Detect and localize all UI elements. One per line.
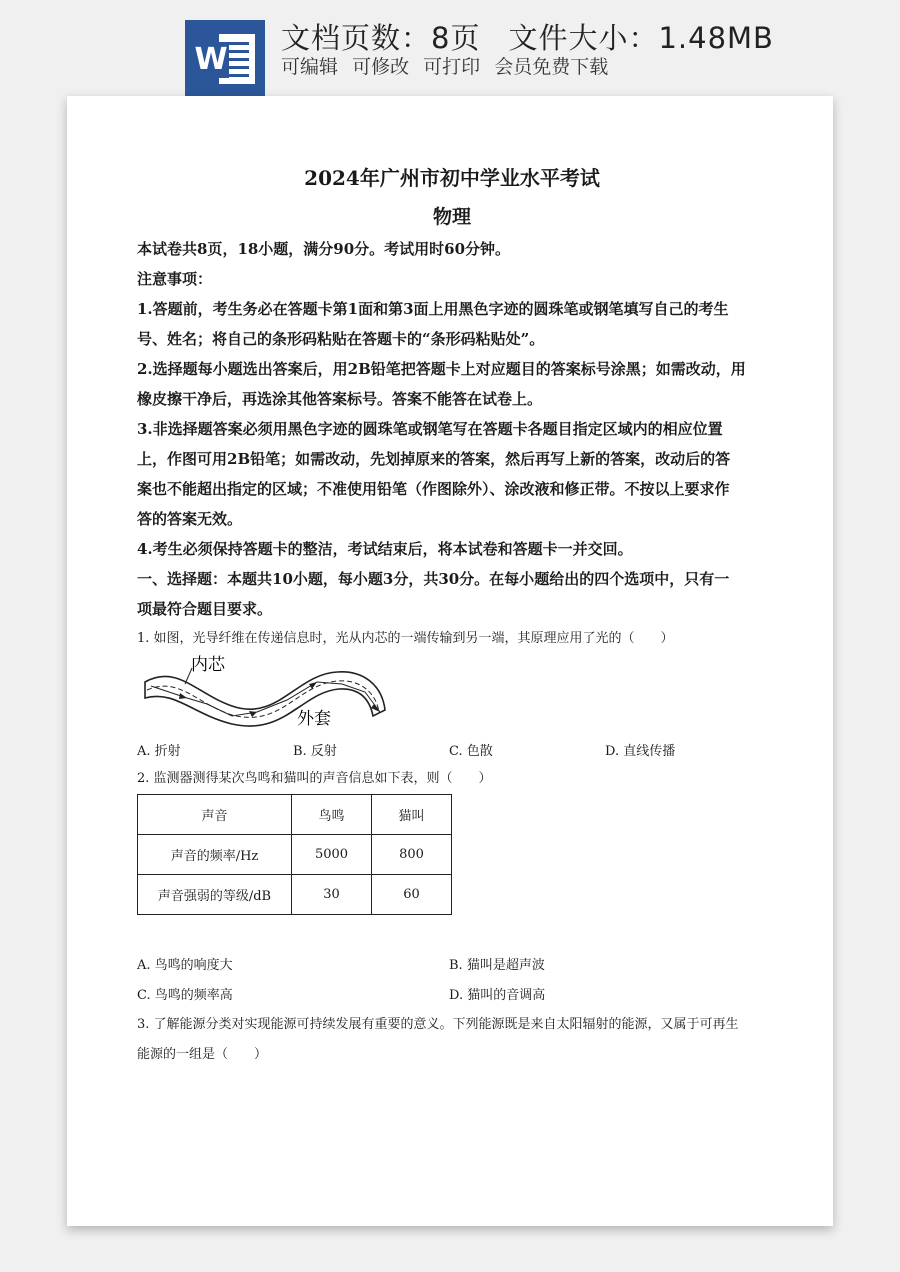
notice-1: 1.答题前，考生务必在答题卡第1面和第3面上用黑色字迹的圆珠笔或钢笔填写自己的考生 号、姓名；将自己的条形码粘贴在答题卡的“条形码粘贴处”。 [137,300,729,348]
notice-2: 2.选择题每小题选出答案后，用2B铅笔把答题卡上对应题目的答案标号涂黑；如需改动，用 橡皮擦干净后，再选涂其他答案标号。答案不能答在试卷上。 [137,360,746,408]
ray-arrow-1 [179,693,187,699]
notice-3: 3.非选择题答案必须用黑色字迹的圆珠笔或钢笔写在答题卡各题目指定区域内的相应位置 上，作图可用2B铅笔；如需改动，先划掉原来的答案，然后再写上新的答案，改动后的答 案也不能超出指定的区域；不准使用铅笔（作图除外）、涂改液和修正带。不按以上要求作 答的答案无效。 [137,420,731,528]
fiber-core-line [147,681,379,718]
table-header-cell: 猫叫 [372,795,452,835]
table-header-row [138,795,452,835]
file-info [281,20,774,56]
question-1-stem: 1. 如图，光导纤维在传递信息时，光从内芯的一端传输到另一端，其原理应用了光的（ ） [137,631,674,646]
label-core: 内芯 [191,655,225,675]
file-size: 文件大小：1.48MB [508,21,774,55]
q1-option-b[interactable]: B. 反射 [293,744,337,759]
table-cell: 30 [292,875,372,915]
feature-member-download: 会员免费下载 [494,56,609,78]
exam-subject: 物理 [432,206,471,228]
exam-title: 2024年广州市初中学业水平考试 [304,166,600,190]
word-letter: W [194,42,228,77]
q2-option-d[interactable]: D. 猫叫的音调高 [449,988,546,1003]
q2-option-c[interactable]: C. 鸟鸣的频率高 [137,988,233,1003]
table-row [138,875,452,915]
q2-option-b[interactable]: B. 猫叫是超声波 [449,958,545,973]
ray-arrow-2 [249,711,257,717]
light-ray-path [151,682,380,716]
table-cell: 800 [372,835,452,875]
table-cell: 声音强弱的等级/dB [138,875,292,915]
optical-fiber-diagram [137,654,397,734]
q2-option-a[interactable]: A. 鸟鸣的响度大 [137,958,233,973]
feature-printable: 可打印 [423,56,481,78]
document-page [67,96,833,1226]
sound-data-table [137,794,452,915]
fiber-sheath-outline [145,672,385,726]
table-cell: 5000 [292,835,372,875]
notice-4: 4.考生必须保持答题卡的整洁，考试结束后，将本试卷和答题卡一并交回。 [137,540,633,558]
q1-option-a[interactable]: A. 折射 [137,744,181,759]
notice-heading: 注意事项： [137,270,213,288]
table-cell: 声音的频率/Hz [138,835,292,875]
section-heading: 一、选择题：本题共10小题，每小题3分，共30分。在每小题给出的四个选项中，只有一 项最符合题目要求。 [137,570,730,618]
table-cell: 60 [372,875,452,915]
q1-option-c[interactable]: C. 色散 [449,744,493,759]
word-document-icon [185,20,265,96]
feature-list [281,54,616,80]
download-header [0,0,900,96]
table-header-cell: 鸟鸣 [292,795,372,835]
q1-option-d[interactable]: D. 直线传播 [605,744,676,759]
label-sheath: 外套 [297,709,331,729]
table-header-cell: 声音 [138,795,292,835]
page-count: 文档页数：8页 [281,21,481,55]
question-2-stem: 2. 监测器测得某次鸟鸣和猫叫的声音信息如下表，则（ ） [137,771,492,786]
feature-editable: 可编辑 [281,56,339,78]
exam-intro: 本试卷共8页，18小题，满分90分。考试用时60分钟。 [137,240,511,258]
table-row [138,835,452,875]
sheath-leader-line [285,708,297,716]
feature-modifiable: 可修改 [352,56,410,78]
question-3-stem: 3. 了解能源分类对实现能源可持续发展有重要的意义。下列能源既是来自太阳辐射的能源，又属于可再生 能源的一组是（ ） [137,1017,739,1062]
